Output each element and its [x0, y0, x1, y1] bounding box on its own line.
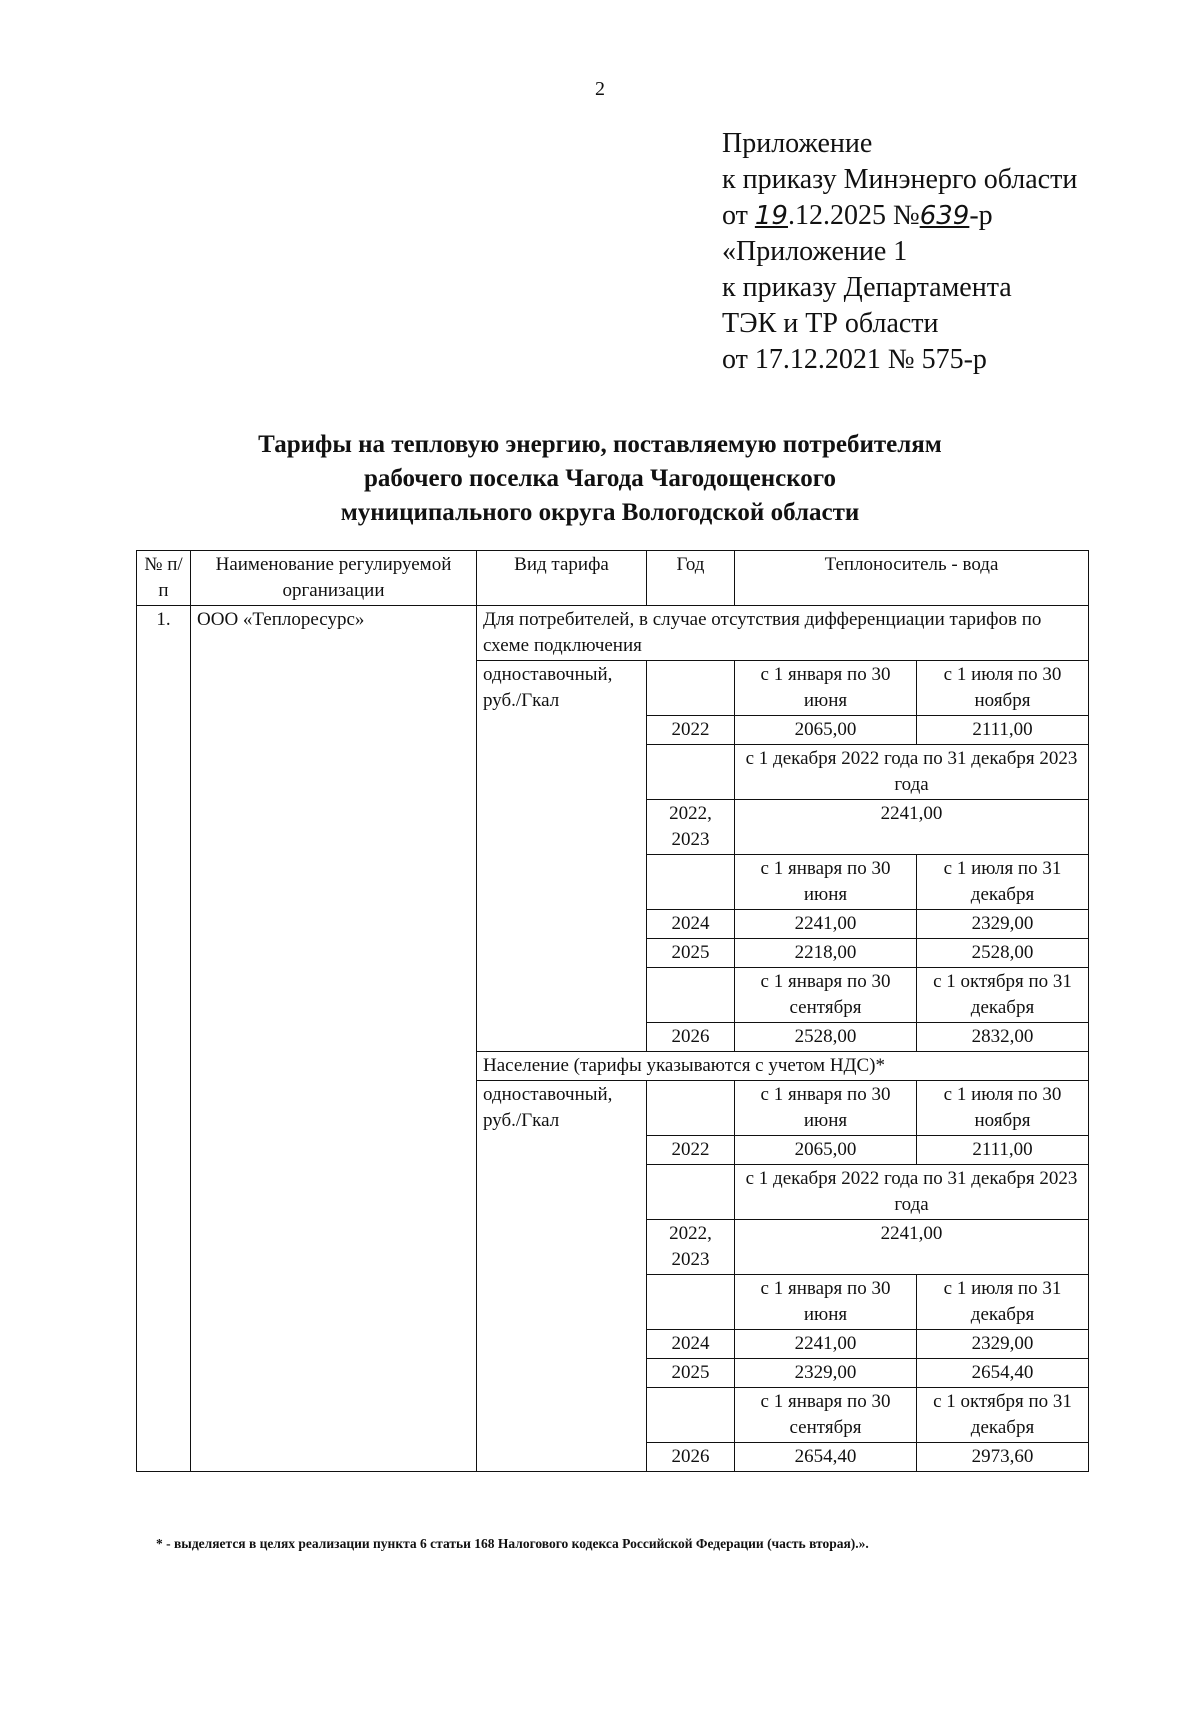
- year-cell: [647, 1165, 735, 1220]
- year-cell: 2026: [647, 1023, 735, 1052]
- tariff-type: одноставочный, руб./Гкал: [477, 661, 647, 1052]
- year-cell: [647, 855, 735, 910]
- period-1-cell: 2065,00: [735, 716, 917, 745]
- appendix-line: от 17.12.2021 № 575-р: [722, 344, 987, 375]
- period-2-cell: с 1 июля по 31 декабря: [917, 855, 1089, 910]
- merged-period-cell: с 1 декабря 2022 года по 31 декабря 2023 года: [735, 745, 1089, 800]
- section-heading: Для потребителей, в случае отсутствия дифференциации тарифов по схеме подключения: [477, 606, 1089, 661]
- year-cell: [647, 1275, 735, 1330]
- appendix-line: к приказу Минэнерго области: [722, 164, 1078, 195]
- period-1-cell: с 1 января по 30 июня: [735, 661, 917, 716]
- year-cell: 2022: [647, 1136, 735, 1165]
- section-heading: Население (тарифы указываются с учетом НДС)*: [477, 1052, 1089, 1081]
- period-2-cell: с 1 октября по 31 декабря: [917, 968, 1089, 1023]
- appendix-line: Приложение: [722, 128, 873, 159]
- period-2-cell: 2973,60: [917, 1443, 1089, 1472]
- period-2-cell: 2832,00: [917, 1023, 1089, 1052]
- document-title: [0, 428, 1200, 530]
- period-1-cell: 2654,40: [735, 1443, 917, 1472]
- appendix-date-mid: .12.2025 №: [787, 200, 920, 231]
- year-cell: [647, 1388, 735, 1443]
- merged-period-cell: 2241,00: [735, 1220, 1089, 1275]
- footnote: * - выделяется в целях реализации пункта 6 статьи 168 Налогового кодекса Российской Федерации (часть вторая).».: [156, 1536, 869, 1551]
- merged-period-cell: 2241,00: [735, 800, 1089, 855]
- header-num: № п/п: [137, 551, 191, 606]
- header-year: Год: [647, 551, 735, 606]
- title-line: муниципального округа Вологодской области: [340, 499, 860, 526]
- year-cell: 2022, 2023: [647, 800, 735, 855]
- period-2-cell: 2111,00: [917, 1136, 1089, 1165]
- year-cell: 2026: [647, 1443, 735, 1472]
- year-cell: 2024: [647, 1330, 735, 1359]
- period-1-cell: 2241,00: [735, 910, 917, 939]
- period-2-cell: 2329,00: [917, 1330, 1089, 1359]
- period-2-cell: 2654,40: [917, 1359, 1089, 1388]
- period-1-cell: 2528,00: [735, 1023, 917, 1052]
- appendix-block: [722, 126, 1162, 378]
- year-cell: 2024: [647, 910, 735, 939]
- period-1-cell: с 1 января по 30 июня: [735, 1275, 917, 1330]
- period-1-cell: 2329,00: [735, 1359, 917, 1388]
- table-header-row: [137, 551, 1089, 606]
- year-cell: [647, 1081, 735, 1136]
- period-1-cell: с 1 января по 30 июня: [735, 855, 917, 910]
- tariff-table-body: [137, 551, 1089, 1472]
- year-cell: 2022, 2023: [647, 1220, 735, 1275]
- section-heading-row: [137, 606, 1089, 661]
- title-line: Тарифы на тепловую энергию, поставляемую потребителям: [258, 431, 942, 458]
- period-1-cell: с 1 января по 30 июня: [735, 1081, 917, 1136]
- handwritten-day: 19: [754, 201, 788, 231]
- year-cell: [647, 745, 735, 800]
- period-2-cell: 2528,00: [917, 939, 1089, 968]
- organization-name: ООО «Теплоресурс»: [191, 606, 477, 1472]
- merged-period-cell: с 1 декабря 2022 года по 31 декабря 2023 года: [735, 1165, 1089, 1220]
- appendix-line: «Приложение 1: [722, 236, 908, 267]
- tariff-table: [136, 550, 1089, 1472]
- year-cell: 2022: [647, 716, 735, 745]
- year-cell: 2025: [647, 1359, 735, 1388]
- header-org: Наименование регулируемой организации: [191, 551, 477, 606]
- header-tariff-type: Вид тарифа: [477, 551, 647, 606]
- title-line: рабочего поселка Чагода Чагодощенского: [363, 465, 837, 492]
- period-2-cell: с 1 июля по 31 декабря: [917, 1275, 1089, 1330]
- appendix-date-line: [722, 198, 1162, 234]
- appendix-line: ТЭК и ТР области: [722, 308, 939, 339]
- appendix-line: к приказу Департамента: [722, 272, 1012, 303]
- period-1-cell: 2241,00: [735, 1330, 917, 1359]
- appendix-date-suffix: -р: [969, 200, 993, 231]
- period-2-cell: с 1 октября по 31 декабря: [917, 1388, 1089, 1443]
- period-1-cell: 2218,00: [735, 939, 917, 968]
- page-number: 2: [595, 78, 605, 100]
- row-number: 1.: [137, 606, 191, 1472]
- appendix-date-prefix: от: [722, 200, 755, 231]
- period-2-cell: с 1 июля по 30 ноября: [917, 1081, 1089, 1136]
- header-carrier: Теплоноситель - вода: [735, 551, 1089, 606]
- year-cell: [647, 968, 735, 1023]
- tariff-type: одноставочный, руб./Гкал: [477, 1081, 647, 1472]
- period-2-cell: 2111,00: [917, 716, 1089, 745]
- handwritten-order-number: 639: [919, 201, 970, 231]
- year-cell: [647, 661, 735, 716]
- period-2-cell: с 1 июля по 30 ноября: [917, 661, 1089, 716]
- period-1-cell: 2065,00: [735, 1136, 917, 1165]
- period-2-cell: 2329,00: [917, 910, 1089, 939]
- period-1-cell: с 1 января по 30 сентября: [735, 1388, 917, 1443]
- period-1-cell: с 1 января по 30 сентября: [735, 968, 917, 1023]
- year-cell: 2025: [647, 939, 735, 968]
